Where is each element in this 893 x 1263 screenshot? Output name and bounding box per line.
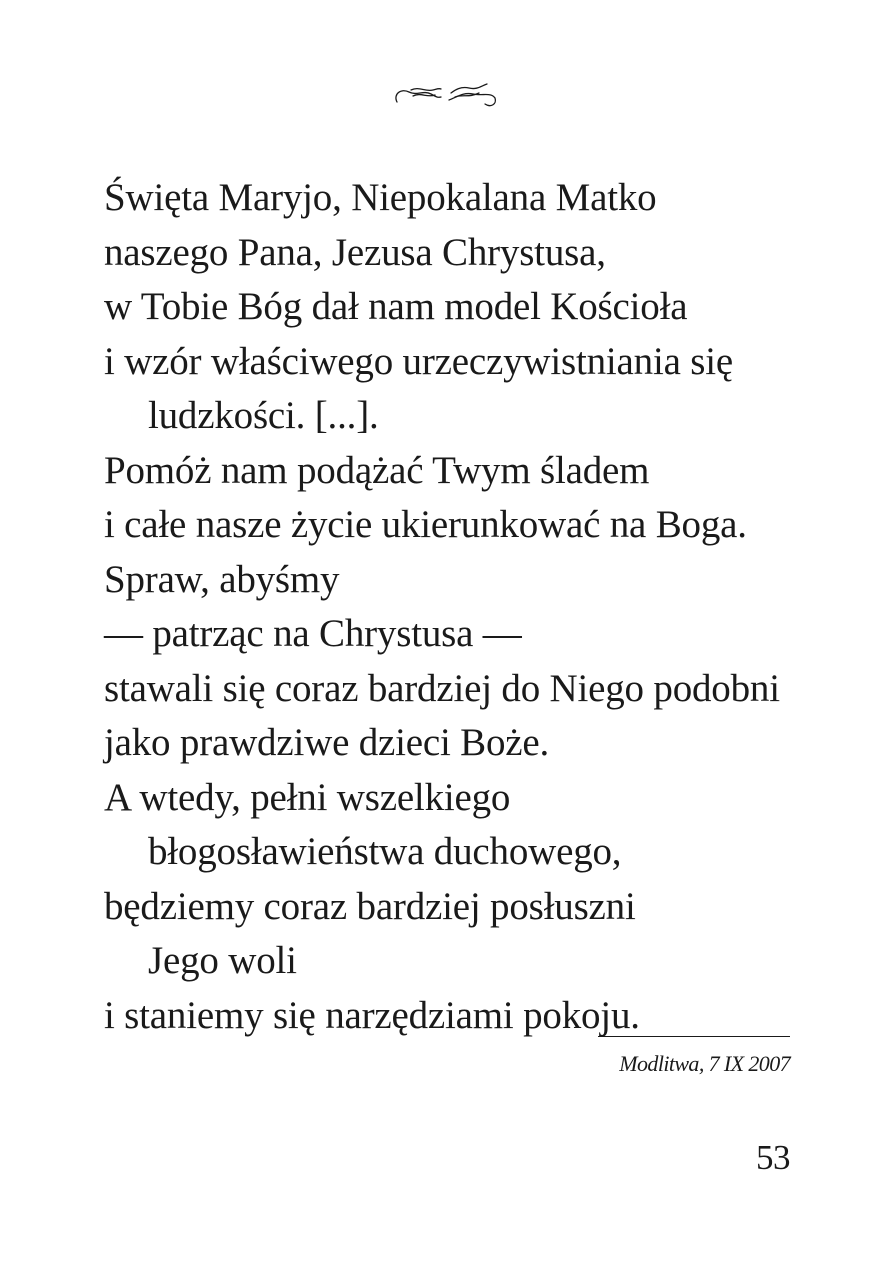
poem-line: A wtedy, pełni wszelkiego bbox=[104, 775, 511, 819]
poem-line: Pomóż nam podążać Twym śladem bbox=[104, 448, 650, 492]
poem-line: jako prawdziwe dzieci Boże. bbox=[104, 721, 550, 764]
poem-line: stawali się coraz bardziej do Niego podobni bbox=[104, 666, 780, 710]
poem-line: i wzór właściwego urzeczywistniania się bbox=[104, 339, 733, 383]
poem-line: Jego woli bbox=[148, 939, 297, 982]
poem-line: i całe nasze życie ukierunkować na Boga. bbox=[104, 503, 747, 546]
poem-line: Święta Maryjo, Niepokalana Matko bbox=[104, 176, 657, 219]
poem-line: — patrząc na Chrystusa — bbox=[104, 612, 522, 655]
source-citation: Modlitwa, 7 IX 2007 bbox=[619, 1051, 790, 1076]
poem-line: będziemy coraz bardziej posłuszni bbox=[104, 884, 636, 928]
poem-text bbox=[104, 171, 864, 1043]
poem-line: ludzkości. [...]. bbox=[148, 394, 379, 437]
poem-line: Spraw, abyśmy bbox=[104, 557, 340, 601]
source-divider bbox=[598, 1036, 790, 1037]
page-number: 53 bbox=[756, 1138, 790, 1177]
poem-line: i staniemy się narzędziami pokoju. bbox=[104, 993, 640, 1037]
poem-line: błogosławieństwa duchowego, bbox=[148, 830, 622, 873]
curly-flourish-divider-icon bbox=[391, 80, 503, 110]
poem-line: w Tobie Bóg dał nam model Kościoła bbox=[104, 285, 688, 328]
poem-line: naszego Pana, Jezusa Chrystusa, bbox=[104, 230, 606, 274]
